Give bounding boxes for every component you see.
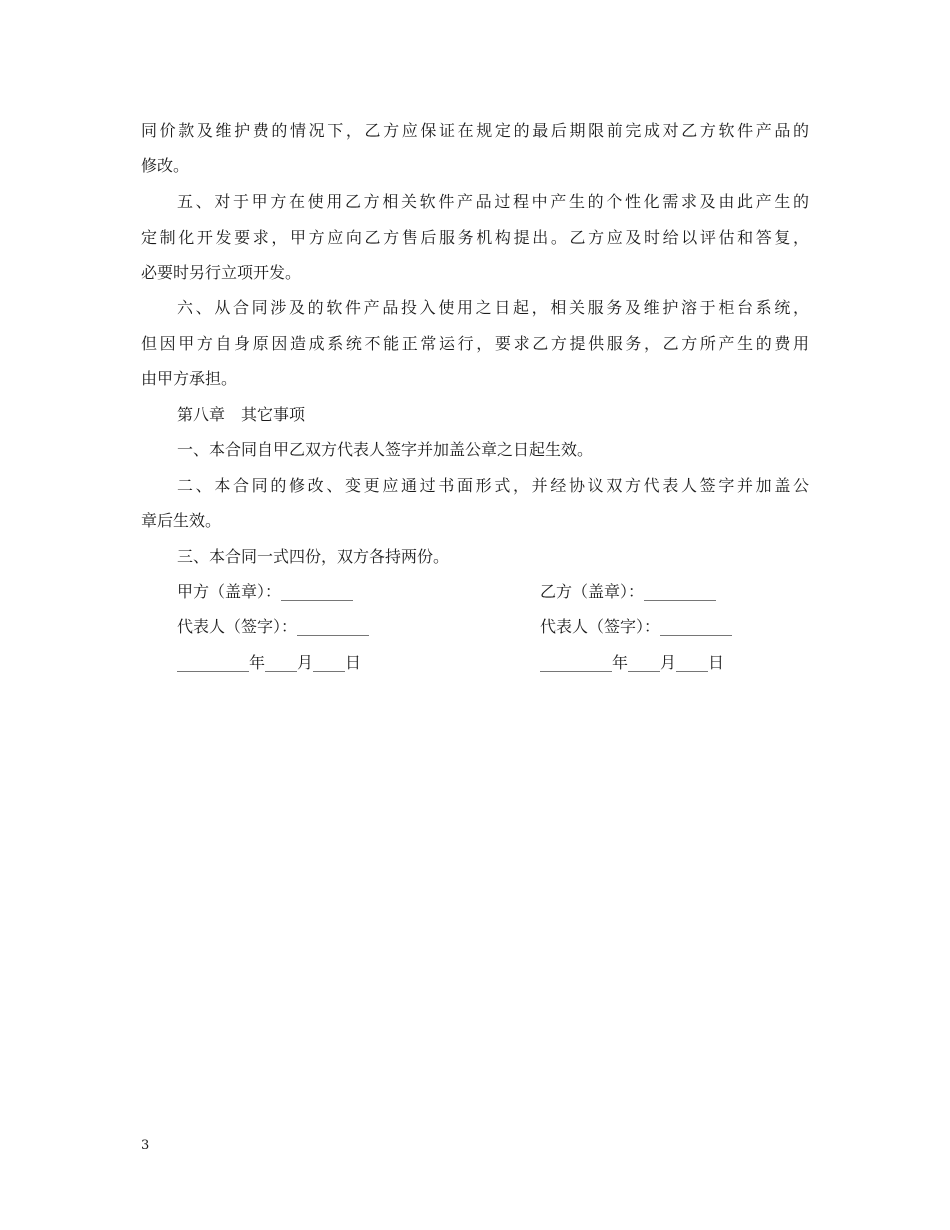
- party-a-seal-field: 甲方（盖章）：_________: [177, 582, 354, 601]
- paragraph-line: 必要时另行立项开发。: [141, 263, 302, 282]
- paragraph-line: 定制化开发要求，甲方应向乙方售后服务机构提出。乙方应及时给以评估和答复，: [141, 228, 809, 247]
- paragraph-line: 由甲方承担。: [141, 369, 238, 388]
- party-b-date-field: _________年____月____日: [540, 653, 725, 672]
- clause-two: 二、本合同的修改、变更应通过书面形式，并经协议双方代表人签字并加盖公: [177, 476, 809, 495]
- party-b-representative-field: 代表人（签字）：_________: [540, 617, 733, 636]
- paragraph-line: 修改。: [141, 156, 190, 175]
- paragraph-line: 但因甲方自身原因造成系统不能正常运行，要求乙方提供服务，乙方所产生的费用: [141, 334, 809, 353]
- paragraph-line: 章后生效。: [141, 511, 222, 530]
- clause-three: 三、本合同一式四份，双方各持两份。: [177, 547, 450, 566]
- clause-six: 六、从合同涉及的软件产品投入使用之日起，相关服务及维护溶于柜台系统，: [177, 298, 809, 317]
- party-a-date-field: _________年____月____日: [177, 653, 362, 672]
- clause-five: 五、对于甲方在使用乙方相关软件产品过程中产生的个性化需求及由此产生的: [177, 192, 809, 211]
- party-a-representative-field: 代表人（签字）：_________: [177, 617, 370, 636]
- page-number: 3: [141, 1138, 150, 1153]
- paragraph-line: 同价款及维护费的情况下，乙方应保证在规定的最后期限前完成对乙方软件产品的: [141, 121, 809, 140]
- party-b-seal-field: 乙方（盖章）：_________: [540, 582, 717, 601]
- chapter-heading: 第八章 其它事项: [177, 405, 306, 424]
- clause-one: 一、本合同自甲乙双方代表人签字并加盖公章之日起生效。: [177, 440, 594, 459]
